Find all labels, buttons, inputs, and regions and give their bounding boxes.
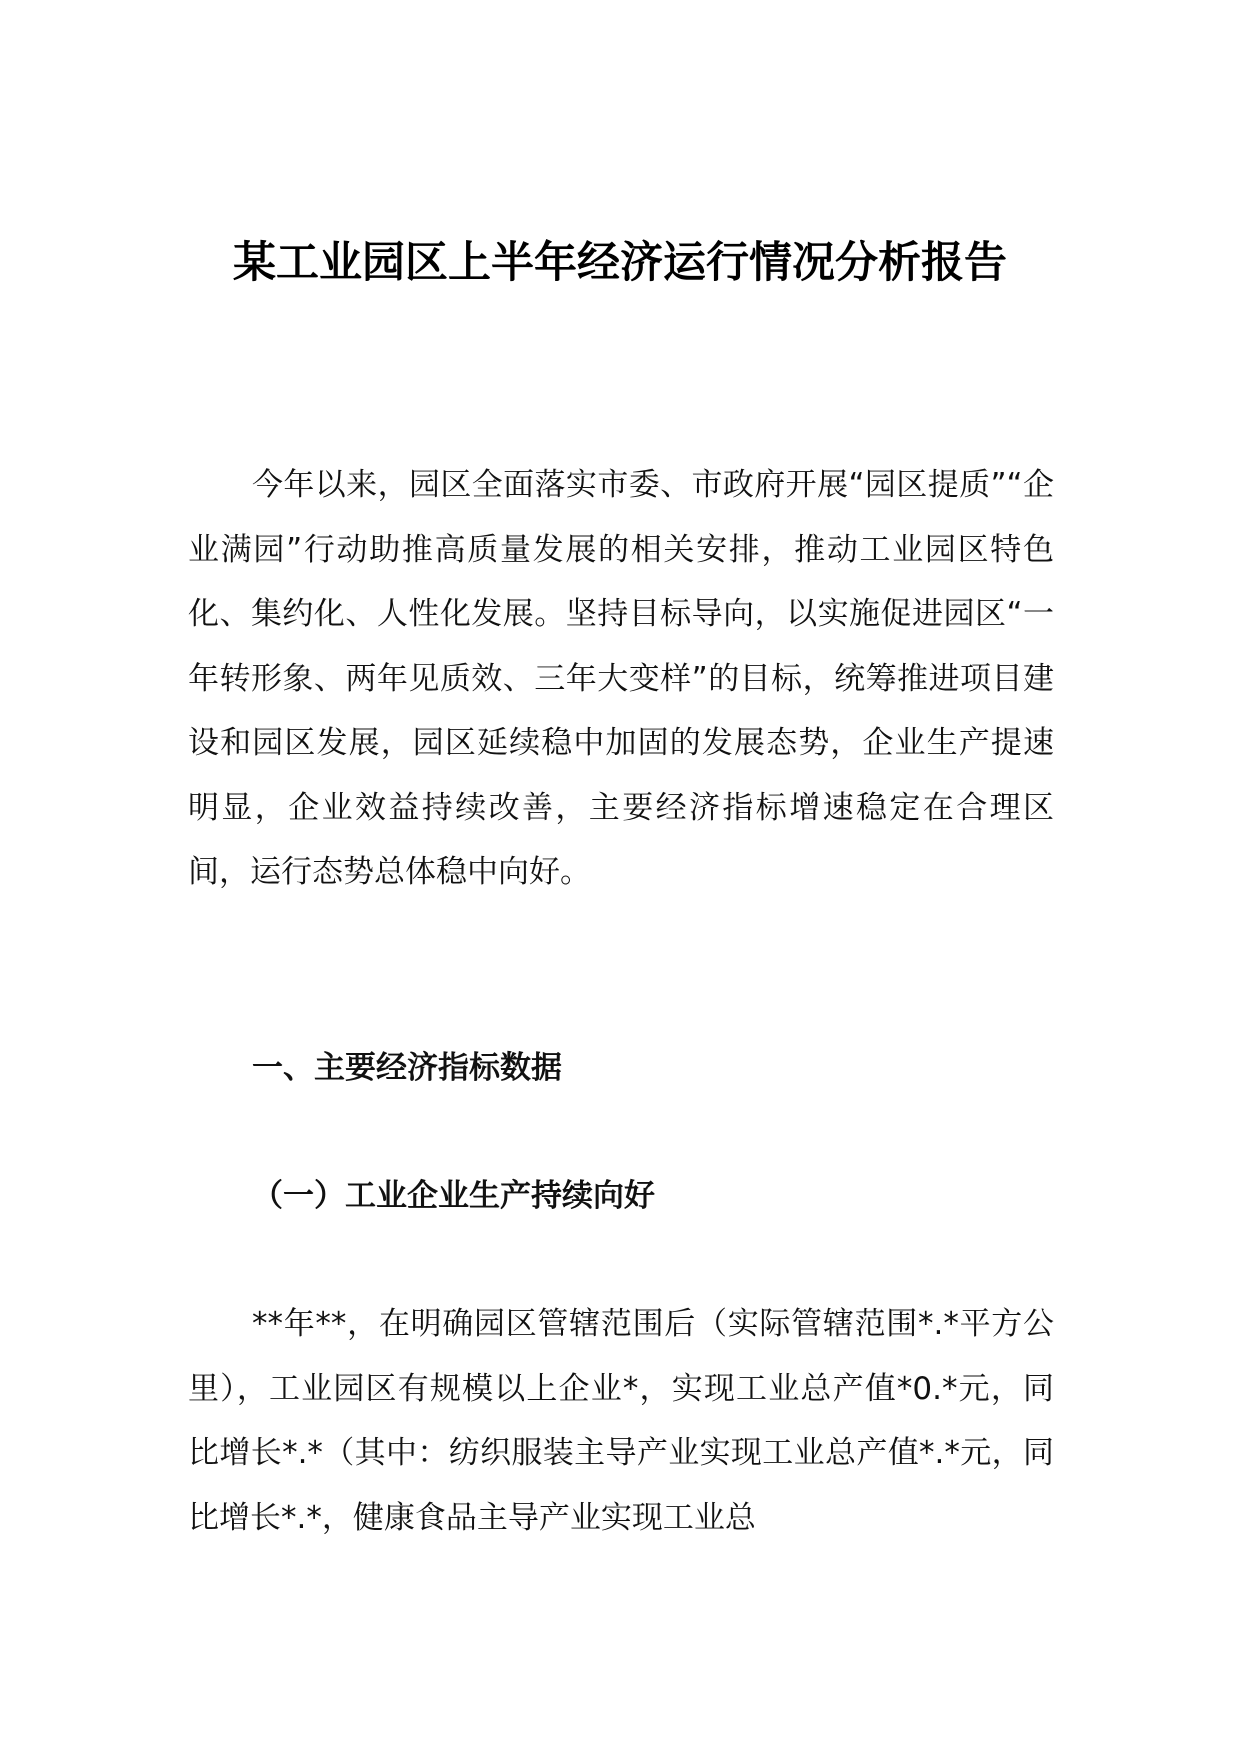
- subsection-heading: （一）工业企业生产持续向好: [252, 1178, 655, 1214]
- document-title: 某工业园区上半年经济运行情况分析报告: [233, 237, 1007, 288]
- section-heading: 一、主要经济指标数据: [252, 1050, 562, 1086]
- intro-paragraph: 今年以来，园区全面落实市委、市政府开展“园区提质”“企业满园”行动助推高质量发展的相关安排，推动工业园区特色化、集约化、人性化发展。坚持目标导向，以实施促进园区“一年转形象、两年见质效、三年大变样”的目标，统筹推进项目建设和园区发展，园区延续稳中加固的发展态势，企业生产提速明显，企业效益持续改善，主要经济指标增速稳定在合理区间，运行态势总体稳中向好。: [188, 467, 1054, 890]
- production-paragraph: **年**，在明确园区管辖范围后（实际管辖范围*.*平方公里），工业园区有规模以上企业*，实现工业总产值*0.*元，同比增长*.*（其中：纺织服装主导产业实现工业总产值*.*元，同比增长*.*，健康食品主导产业实现工业总: [188, 1306, 1054, 1536]
